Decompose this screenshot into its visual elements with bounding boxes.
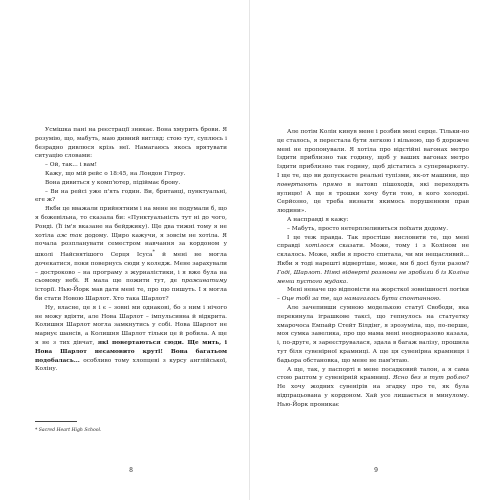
right-page [250,0,500,500]
paragraph: Усмішка пані на реєстрації зникає. Вона хмурить брови. Я розумію, що, мабуть, маю дивний вигляд: стою тут, суплюсь і безрадно дивлюся крізь неї. Намагаюсь якось врятувати ситуацію словами: [35,127,227,160]
paragraph [35,304,227,374]
text-run: в натовп пішоходів, які переходять вулицю! А ще я трошки хочу бути тою, в кого холодні. Серйозно, це треба визнати якимось порушенням прав людини». [277,181,469,215]
paragraph: Вона дивиться у комп'ютер, підіймає брову. [45,179,181,186]
text-run: історії. Нью-Йорк мав дати мені те, про що пишуть. І я могла би стати Новою Шарлот. Хто такa Шарлот? [35,287,227,303]
footnote-text: Sacred Heart High School. [38,428,102,433]
paragraph: Кажу, що мій рейс о 18:45, на Лондон Гітроу. [45,170,186,177]
paragraph [277,366,469,410]
footnote-divider [35,421,77,422]
paragraph: – Мабуть, просто нетерплеливиться поїхати додому. [287,225,449,232]
paragraph [277,286,469,304]
right-page-text [277,128,469,410]
emphasis: повертають прямо [277,181,343,188]
bold-text: які повертаються сюди. Ще мить, і Нова Шарлот несамовито круті! Вона багатьом подобалась... [35,340,227,364]
emphasis: проживатиму [181,278,227,285]
paragraph [35,205,227,304]
paragraph: А насправді я кажу: [287,216,349,223]
emphasis: Ясно без я тут роблю? [392,375,469,382]
text-run: Якби це вважали прийнятним і на мене не подумали б, що я божевільна, то сказала би: «Пунктуальність тут ні до чого, Ронді. (Її ім'я вказане на бейджику). Ще два тижні тому я не хотіла [35,206,227,239]
paragraph: – Ви на рейсі уже п'ять годин. Ви, британці, пунктуальні, еге ж? [35,188,227,204]
text-run: сказати. Може, тому і з Коліном не склалось. Може, якби я просто спитала, чи ми нещасливий... Якби я тоді нарешті відвертіше, може, ми б досі були разом? [277,243,470,267]
paragraph [277,234,469,287]
paragraph: – Ой, так... і вам! [45,162,97,169]
text-run: Не хочу жодних сувенірів на згадку про те, як була відпрацьована у кордоном. Хай усе лишається в минулому. Нью-Йорк проникає [277,384,469,408]
text-run: Але потім Колін кинув мене і розбив мені серце. Тільки-но це сталось, я перестала бути легкою і вільною, що б дорожче мені не пропонували. Я хотіла про відстійні вагонах метро їздити приблизно так годину, щоб у ваших вагонах метро їздити приблизно так годину, щоб дістатись з супермаркету. І ще те, що ви допускаєте реальні тупізми, як-от машини, що [277,129,469,179]
text-run: А ще, так, у паспорті в мене посадковий талон, а я сама стою раптом у сувенірній крамниці. [277,366,469,382]
paragraph: Але зачепивши сумною моделькою статуї Свободи, яка перекинула іграшкове таксі, що гепнулось на статуетку хмарочоса Емпайр Стейт Білдінг, я зрозуміла, що, по-перше, моя сумка завелика, про що мама мені неодноразово казала, і, по-друге, я зареєструвалася, здала в багаж валізу, прошила тут біля сувенірної крамниці. А ще ця сувенірна крамниця і бадьора обстановка, що мене не пам'ятаю. [277,304,469,364]
text-run: Ну, власне, це я і є – зовні ми однакові, бо з ним і нічого не можу вдіяти, але Нова Шарлот – імпульсивна й відкрита. Колишня Шарлот могла замкнутись у собі. Нова Шарлот не марнує шансів, а Колишня Шарлот тільки це й робила. А ще я не з тих дівчат, [35,304,227,347]
text-run: І це теж правда. Так простіше висловити те, що мені справді [277,234,469,250]
paragraph [277,128,469,216]
footnote-marker: * [35,428,38,433]
emphasis: Оце тобі за те, що намагалась бути спонтанною. [279,296,441,303]
page-number: 9 [374,467,378,474]
footnote [35,428,227,435]
text-run: додому. Щиро кажучи, я зовсім не хотіла. Я почала розпланувати семестром навчання за кордоном у школі Найсвятішого Серця Ісуса [35,232,227,259]
footnote-marker: * [152,250,155,256]
left-page-text [35,126,227,374]
emphasis: аж так [56,232,82,239]
text-run: особливо тому хлопцеві з курсу англійської, Коліну. [35,357,227,373]
text-run: й мені не могла дочекатися, поки повернусь сюди у коледж. Мене зарахували – достроково – на програму з журналістики, і я вже була на сьомому небі. Я мала ще пожити тут, де [35,252,227,285]
text-run: Мені неначе що відповісти на жорсткої зовнішності логіки – [277,287,469,303]
page-number: 8 [129,467,133,474]
emphasis: Годі, Шарлот. Ніякі відверті розмови не зробили б із Коліна менш пустого мудака. [277,269,469,285]
emphasis: хотілося [305,243,334,250]
